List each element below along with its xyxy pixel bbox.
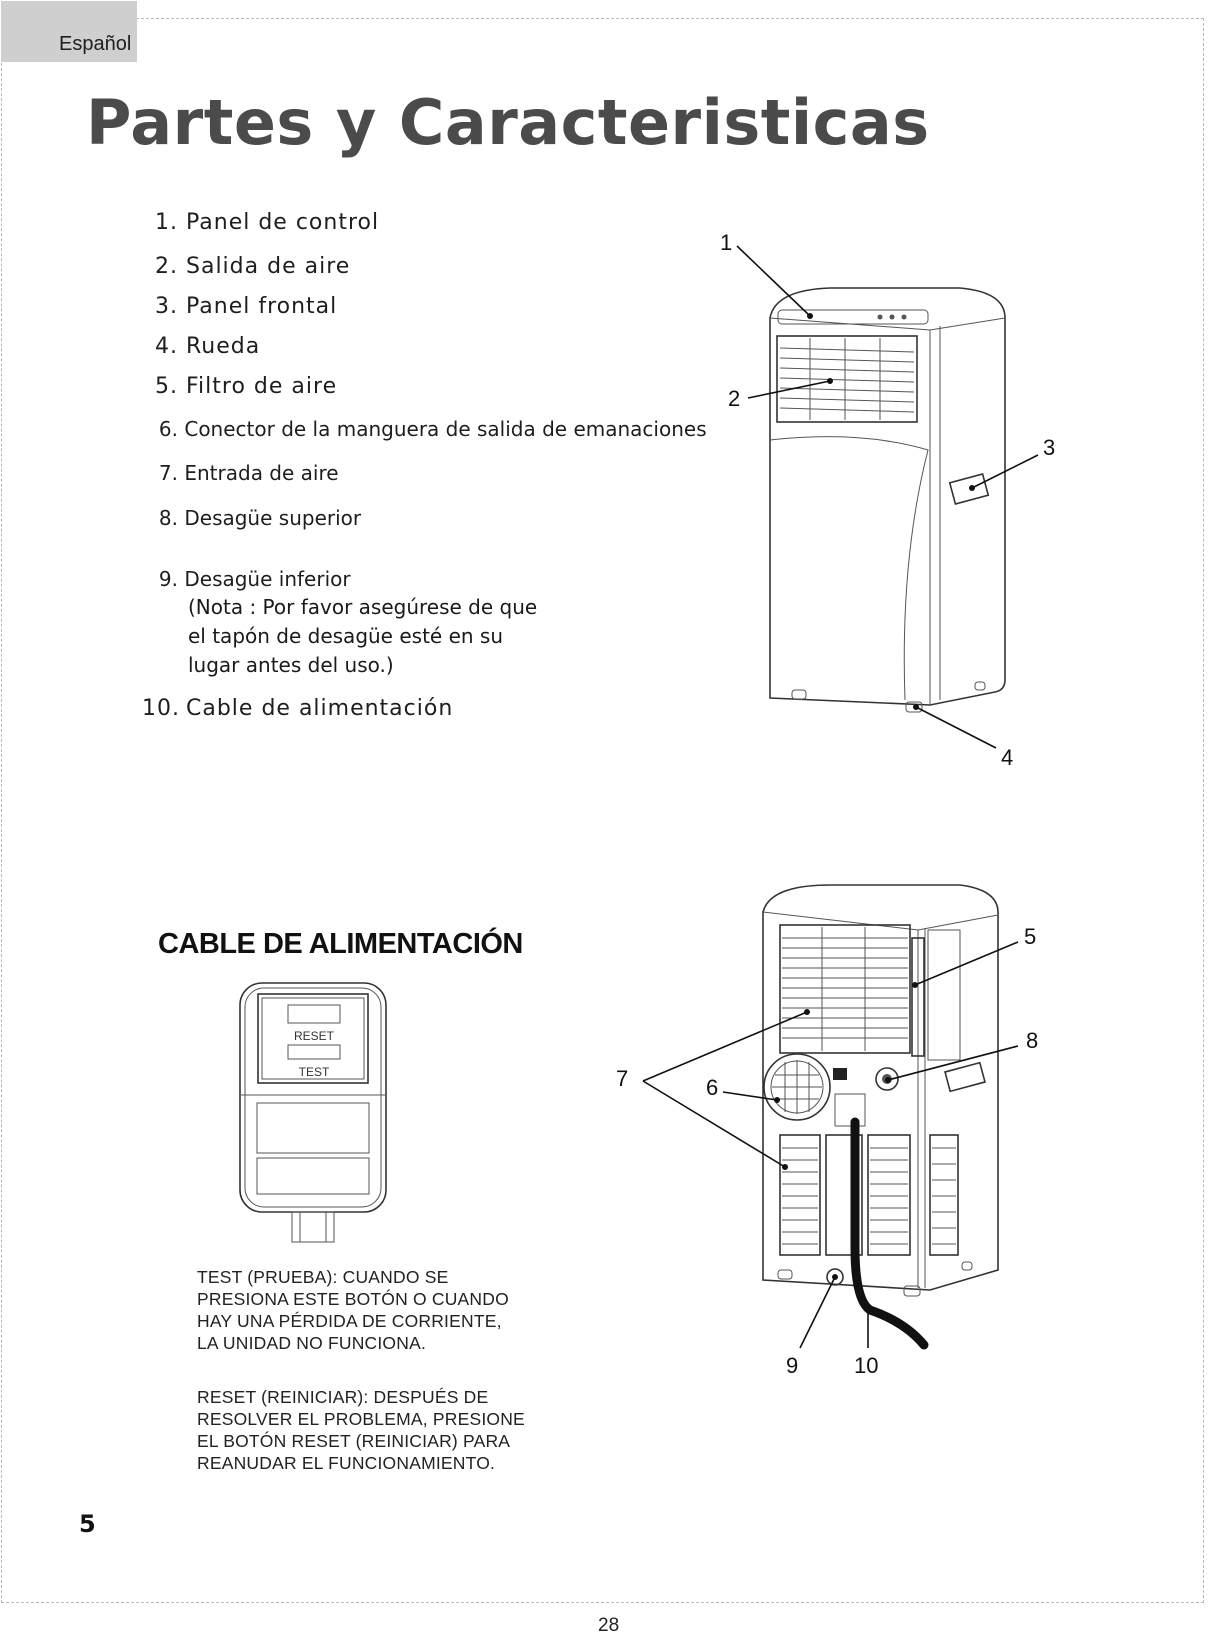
callout-label: 1 [720,230,733,255]
list-item: 1. Panel de control [155,210,380,235]
callout-label: 8 [1026,1028,1039,1053]
list-item: 2. Salida de aire [155,254,351,279]
page-number: 5 [79,1510,96,1538]
list-item: 9. Desagüe inferior [158,567,351,591]
callout-label: 9 [786,1353,799,1378]
note-line: el tapón de desagüe esté en su [188,624,504,648]
test-description: TEST (PRUEBA): CUANDO SE PRESIONA ESTE BOTÓN O CUANDO HAY UNA PÉRDIDA DE CORRIENTE, LA UNIDAD NO FUNCIONA. [197,1267,509,1353]
reset-description: RESET (REINICIAR): DESPUÉS DE RESOLVER EL PROBLEMA, PRESIONE EL BOTÓN RESET (REINICIAR) PARA REANUDAR EL FUNCIONAMIENTO. [197,1387,525,1473]
callout-label: 4 [1001,745,1014,770]
note-line: lugar antes del uso.) [188,653,394,677]
callout-label: 5 [1024,924,1037,949]
note-line: (Nota : Por favor asegúrese de que [188,595,538,619]
callout-label: 3 [1043,435,1056,460]
test-button-label: TEST [298,1065,330,1079]
list-item: 5. Filtro de aire [155,374,338,399]
callout-label: 7 [616,1066,629,1091]
reset-button-label: RESET [293,1029,335,1043]
list-item: 7. Entrada de aire [158,461,339,485]
list-item: 6. Conector de la manguera de salida de emanaciones [158,417,707,441]
list-item: 10. Cable de alimentación [142,696,454,721]
callout-label: 6 [706,1075,719,1100]
list-item: 8. Desagüe superior [158,506,362,530]
language-tab-label: Español [59,33,132,55]
footer-page-number: 28 [598,1615,620,1636]
callout-label: 10 [854,1353,879,1378]
list-item: 3. Panel frontal [155,294,338,319]
page-title: Partes y Caracteristicas [86,86,930,159]
power-cable-heading: CABLE DE ALIMENTACIÓN [158,928,523,960]
callout-label: 2 [728,386,741,411]
list-item: 4. Rueda [155,334,261,359]
